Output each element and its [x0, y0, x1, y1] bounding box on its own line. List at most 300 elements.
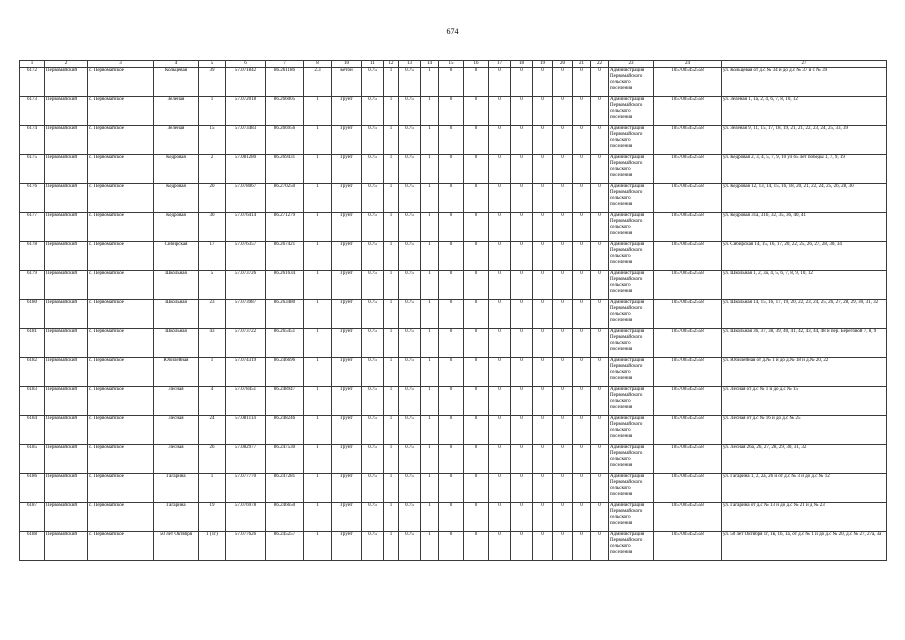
table-cell: 0 — [573, 474, 591, 503]
table-cell: Администрация Первомайского сельского поселения — [609, 387, 654, 416]
table-cell: Администрация Первомайского сельского поселения — [609, 68, 654, 97]
table-cell: 0 — [464, 503, 489, 532]
table-cell: 1 — [304, 242, 332, 271]
column-header: 16 — [464, 61, 489, 68]
table-cell: 57.076414 — [226, 213, 266, 242]
table-cell: 6178 — [20, 242, 45, 271]
table-cell: 0 — [533, 358, 553, 387]
table-cell: 0 — [489, 97, 511, 126]
table-cell: Грунт — [332, 532, 362, 561]
table-cell: 0 — [591, 503, 609, 532]
column-header: 21 — [573, 61, 591, 68]
table-cell: 0 — [533, 271, 553, 300]
table-cell: 6174 — [20, 126, 45, 155]
table-cell: Первомайский — [45, 445, 88, 474]
table-cell: 1 — [304, 300, 332, 329]
table-cell: 1057005452558 — [654, 271, 722, 300]
table-cell: 0 — [591, 97, 609, 126]
table-cell: 1 — [421, 445, 439, 474]
table-cell: 86.265451 — [266, 329, 304, 358]
table-cell: 0 — [439, 97, 464, 126]
table-cell: 43 — [199, 329, 226, 358]
table-cell: 0 — [511, 329, 533, 358]
table-cell: 0 — [439, 68, 464, 97]
table-cell: 0 — [591, 416, 609, 445]
table-cell: 0 — [439, 445, 464, 474]
column-header: 1 — [20, 61, 45, 68]
table-cell: 6173 — [20, 97, 45, 126]
table-cell: 57.073483 — [226, 126, 266, 155]
table-cell: 0 — [439, 329, 464, 358]
table-cell: ул. Школьная 1, 2, 3а, 4, 5, 6, 7, 8, 9, 10, 12 — [722, 271, 887, 300]
table-cell: 26 — [199, 445, 226, 474]
table-cell: 0 — [489, 155, 511, 184]
table-cell: 0 — [489, 213, 511, 242]
table-row — [20, 474, 887, 503]
table-cell: 6184 — [20, 416, 45, 445]
table-cell: ул. Зеленая 9, 11, 15, 17, 18, 19, 21, 21, 22, 23, 24, 25, 33, 39 — [722, 126, 887, 155]
table-cell: Первомайский — [45, 532, 88, 561]
table-row — [20, 503, 887, 532]
table-cell: 57.074319 — [226, 358, 266, 387]
table-cell: Администрация Первомайского сельского поселения — [609, 329, 654, 358]
table-cell: Первомайский — [45, 126, 88, 155]
table-cell: ул. Сибирская 14, 15, 16, 17, 20, 22, 25, 26, 27, 28, 30, 34 — [722, 242, 887, 271]
table-cell: Гагарина — [154, 503, 199, 532]
table-cell: 0.75 — [362, 532, 384, 561]
table-cell: с. Первомайское — [88, 387, 154, 416]
table-cell: 0 — [591, 155, 609, 184]
table-cell: 0 — [464, 126, 489, 155]
table-cell: 86.247530 — [266, 445, 304, 474]
column-header: 18 — [511, 61, 533, 68]
table-cell: 57.077626 — [226, 532, 266, 561]
table-cell: Кольцевая — [154, 68, 199, 97]
table-cell: 6187 — [20, 503, 45, 532]
table-cell: Лесная — [154, 416, 199, 445]
table-cell: 0 — [464, 242, 489, 271]
table-cell: 0 — [439, 387, 464, 416]
table-cell: с. Первомайское — [88, 184, 154, 213]
table-cell: 0.75 — [362, 213, 384, 242]
table-cell: ул. Школьная 36, 37, 38, 39, 40, 41, 42, 43, 44, 48 и пер. Береговой 7, 8, 9 — [722, 329, 887, 358]
table-cell: 0 — [489, 242, 511, 271]
table-cell: 6182 — [20, 358, 45, 387]
table-cell: 1057005452558 — [654, 474, 722, 503]
table-cell: Первомайский — [45, 242, 88, 271]
table-cell: 0 — [464, 184, 489, 213]
table-cell: Бетон — [332, 68, 362, 97]
table-cell: 57.078067 — [226, 184, 266, 213]
table-cell: 0 — [489, 416, 511, 445]
table-cell: Администрация Первомайского сельского поселения — [609, 445, 654, 474]
table-cell: 6176 — [20, 184, 45, 213]
table-cell: с. Первомайское — [88, 416, 154, 445]
table-cell: 57.072018 — [226, 97, 266, 126]
table-cell: 0 — [533, 213, 553, 242]
column-header: 2 — [45, 61, 88, 68]
table-cell: 57.073722 — [226, 329, 266, 358]
table-cell: с. Первомайское — [88, 68, 154, 97]
table-cell: ул. Лесная от д.с № 16 и до д.с № 25 — [722, 416, 887, 445]
table-cell: 1 — [304, 155, 332, 184]
table-cell: 1 (1г) — [199, 532, 226, 561]
table-cell: 6188 — [20, 532, 45, 561]
table-cell: 1 — [199, 358, 226, 387]
table-cell: 0 — [553, 68, 573, 97]
table-cell: 0 — [553, 242, 573, 271]
table-cell: 0 — [511, 445, 533, 474]
table-cell: 1 — [304, 445, 332, 474]
table-cell: 1 — [384, 271, 399, 300]
table-cell: 0 — [591, 68, 609, 97]
column-header: 17 — [489, 61, 511, 68]
table-cell: 0 — [573, 387, 591, 416]
table-cell: 0 — [553, 329, 573, 358]
table-cell: 0 — [573, 213, 591, 242]
table-cell: 1 — [421, 532, 439, 561]
table-cell: 0.75 — [362, 155, 384, 184]
column-header: 4 — [154, 61, 199, 68]
table-cell: 0 — [439, 300, 464, 329]
table-cell: Первомайский — [45, 97, 88, 126]
table-cell: 1057005452558 — [654, 184, 722, 213]
road-register-table — [19, 60, 887, 561]
table-cell: Первомайский — [45, 155, 88, 184]
table-cell: 86.267421 — [266, 242, 304, 271]
table-cell: ул. Кедровая 12, 13, 14, 15, 16, 18, 20, 21, 22, 24, 25, 26, 28, 30 — [722, 184, 887, 213]
table-cell: 0 — [573, 97, 591, 126]
table-cell: 0.75 — [362, 271, 384, 300]
table-row — [20, 329, 887, 358]
table-cell: 0.75 — [399, 242, 421, 271]
table-cell: ул. Кедровая 2, 3, 4, 5, 7, 9, 10 ул 65 лет победы 1, 7, 9, 19 — [722, 155, 887, 184]
table-cell: 0 — [511, 416, 533, 445]
table-cell: 0.75 — [362, 329, 384, 358]
table-cell: 0 — [511, 387, 533, 416]
table-cell: 0 — [591, 300, 609, 329]
table-row — [20, 184, 887, 213]
table-cell: 1057005452558 — [654, 358, 722, 387]
table-cell: 86.270250 — [266, 184, 304, 213]
table-cell: Кедровая — [154, 155, 199, 184]
table-cell: 0 — [573, 184, 591, 213]
table-cell: ул. Лесная от д.с № 1 и до д.с № 15 — [722, 387, 887, 416]
table-cell: 1 — [421, 242, 439, 271]
table-cell: 0 — [573, 532, 591, 561]
table-cell: 1057005452558 — [654, 503, 722, 532]
table-cell: 0 — [591, 358, 609, 387]
table-cell: ул. Школьная 14, 15, 16, 17, 19, 20, 22, 23, 24, 25, 26, 27, 28, 29, 30, 31, 32 — [722, 300, 887, 329]
column-header: 5 — [199, 61, 226, 68]
table-cell: 1 — [304, 358, 332, 387]
table-cell: 86.261186 — [266, 68, 304, 97]
table-cell: 1 — [421, 213, 439, 242]
table-cell: 86.271279 — [266, 213, 304, 242]
table-cell: 1057005452558 — [654, 445, 722, 474]
table-cell: 1 — [421, 155, 439, 184]
table-cell: 1 — [421, 387, 439, 416]
table-cell: 0 — [553, 213, 573, 242]
table-cell: 1 — [384, 300, 399, 329]
table-cell: 0 — [573, 242, 591, 271]
table-cell: с. Первомайское — [88, 329, 154, 358]
table-cell: 1 — [421, 503, 439, 532]
column-header: 23 — [609, 61, 654, 68]
table-cell: 0 — [511, 532, 533, 561]
table-cell: 6181 — [20, 329, 45, 358]
table-cell: 0 — [511, 474, 533, 503]
table-cell: Первомайский — [45, 416, 88, 445]
column-header: 24 — [654, 61, 722, 68]
table-cell: 0 — [489, 271, 511, 300]
column-header: 10 — [332, 61, 362, 68]
table-row — [20, 213, 887, 242]
table-cell: Грунт — [332, 329, 362, 358]
table-cell: 0 — [553, 474, 573, 503]
table-cell: 1 — [304, 271, 332, 300]
table-cell: Школьная — [154, 300, 199, 329]
table-cell: 0.75 — [362, 97, 384, 126]
table-cell: 0 — [573, 358, 591, 387]
table-cell: 0.75 — [399, 184, 421, 213]
table-cell: 1 — [384, 358, 399, 387]
table-cell: Первомайский — [45, 474, 88, 503]
table-cell: 0 — [464, 358, 489, 387]
table-cell: 6186 — [20, 474, 45, 503]
table-cell: Школьная — [154, 271, 199, 300]
table-cell: 20 — [199, 184, 226, 213]
table-cell: 0 — [553, 532, 573, 561]
table-cell: 1 — [421, 300, 439, 329]
table-cell: 1 — [304, 329, 332, 358]
table-cell: 1 — [421, 474, 439, 503]
table-cell: 57.078451 — [226, 387, 266, 416]
table-cell: 0.75 — [362, 474, 384, 503]
table-cell: 1057005452558 — [654, 97, 722, 126]
table-cell: Первомайский — [45, 329, 88, 358]
table-cell: 0 — [489, 445, 511, 474]
table-cell: 1 — [384, 68, 399, 97]
table-cell: Лесная — [154, 387, 199, 416]
table-cell: 0 — [591, 213, 609, 242]
table-cell: 0 — [464, 329, 489, 358]
table-cell: 0 — [573, 126, 591, 155]
table-cell: 1 — [384, 532, 399, 561]
table-cell: Грунт — [332, 474, 362, 503]
table-cell: 0.75 — [399, 387, 421, 416]
table-cell: с. Первомайское — [88, 445, 154, 474]
table-cell: 0 — [533, 300, 553, 329]
table-cell: 0 — [553, 184, 573, 213]
table-cell: 0 — [573, 271, 591, 300]
table-cell: 86.263480 — [266, 300, 304, 329]
table-cell: ул. Лесная 26а, 26, 27, 28, 29, 30, 31, 32 — [722, 445, 887, 474]
table-cell: 1057005452558 — [654, 155, 722, 184]
table-cell: с. Первомайское — [88, 503, 154, 532]
column-header: 3 — [88, 61, 154, 68]
table-cell: 0 — [553, 503, 573, 532]
table-cell: ул. Зеленая 1, 1а, 2, 4, 6, 7, 8, 10, 12 — [722, 97, 887, 126]
table-cell: 39 — [199, 68, 226, 97]
column-header: 11 — [362, 61, 384, 68]
table-cell: 0 — [533, 416, 553, 445]
table-cell: 0.75 — [399, 271, 421, 300]
table-cell: 1 — [384, 387, 399, 416]
table-cell: 0 — [511, 300, 533, 329]
table-cell: 0 — [591, 271, 609, 300]
table-cell: 0.75 — [399, 126, 421, 155]
table-cell: 57.076357 — [226, 242, 266, 271]
table-cell: 0.75 — [399, 329, 421, 358]
table-cell: 0 — [533, 503, 553, 532]
table-cell: 0 — [533, 474, 553, 503]
header-row — [20, 61, 887, 68]
table-cell: 0 — [464, 155, 489, 184]
table-cell: Зеленая — [154, 97, 199, 126]
table-cell: 0 — [591, 329, 609, 358]
table-cell: 86.246650 — [266, 503, 304, 532]
table-cell: Грунт — [332, 242, 362, 271]
table-cell: 86.245257 — [266, 532, 304, 561]
table-cell: 24 — [199, 416, 226, 445]
table-cell: Грунт — [332, 358, 362, 387]
table-cell: Администрация Первомайского сельского поселения — [609, 474, 654, 503]
table-cell: 0 — [511, 358, 533, 387]
table-cell: 1 — [384, 445, 399, 474]
table-cell: 0.75 — [362, 242, 384, 271]
column-header: 13 — [399, 61, 421, 68]
table-cell: 0.75 — [362, 445, 384, 474]
table-cell: 0 — [464, 68, 489, 97]
table-cell: 1 — [384, 503, 399, 532]
table-cell: 6172 — [20, 68, 45, 97]
table-cell: ул. Юбилейная от д.№ 1 и до д.№ 18 и д.№ 20, 22 — [722, 358, 887, 387]
table-cell: 0 — [489, 532, 511, 561]
table-cell: 0.75 — [362, 126, 384, 155]
table-cell: 0 — [439, 242, 464, 271]
table-cell: 0 — [464, 445, 489, 474]
table-cell: 0 — [533, 97, 553, 126]
table-cell: 0 — [533, 329, 553, 358]
table-cell: 0 — [511, 184, 533, 213]
table-cell: Школьная — [154, 329, 199, 358]
table-cell: 0 — [573, 68, 591, 97]
table-cell: 0 — [439, 184, 464, 213]
table-cell: Грунт — [332, 503, 362, 532]
table-cell: 0 — [464, 387, 489, 416]
table-cell: ул. Кольцевая от д.с № 34 и до д.с № 37 и с № 39 — [722, 68, 887, 97]
table-cell: Грунт — [332, 155, 362, 184]
table-cell: Первомайский — [45, 213, 88, 242]
table-cell: 0 — [553, 445, 573, 474]
table-cell: с. Первомайское — [88, 300, 154, 329]
table-cell: 0.75 — [399, 358, 421, 387]
table-cell: 0 — [591, 532, 609, 561]
table-cell: 0 — [489, 68, 511, 97]
table-cell: Первомайский — [45, 387, 88, 416]
table-cell: 0 — [439, 532, 464, 561]
table-cell: 23 — [199, 300, 226, 329]
table-cell: 0 — [573, 416, 591, 445]
table-cell: 0 — [464, 271, 489, 300]
table-cell: 1 — [199, 97, 226, 126]
table-cell: Администрация Первомайского сельского поселения — [609, 242, 654, 271]
table-cell: 6180 — [20, 300, 45, 329]
table-cell: 0 — [553, 387, 573, 416]
table-cell: Первомайский — [45, 358, 88, 387]
table-cell: 0.75 — [362, 68, 384, 97]
table-cell: Администрация Первомайского сельского поселения — [609, 155, 654, 184]
table-cell: 0 — [533, 126, 553, 155]
table-cell: Первомайский — [45, 184, 88, 213]
table-cell: 0 — [439, 474, 464, 503]
table-cell: 86.247281 — [266, 474, 304, 503]
table-cell: с. Первомайское — [88, 271, 154, 300]
table-cell: 1 — [304, 416, 332, 445]
table-cell: Кедровая — [154, 213, 199, 242]
table-cell: 0.75 — [399, 474, 421, 503]
table-cell: Администрация Первомайского сельского поселения — [609, 532, 654, 561]
table-cell: 0 — [591, 445, 609, 474]
table-cell: 57.077770 — [226, 474, 266, 503]
table-cell: 0.75 — [362, 387, 384, 416]
table-row — [20, 445, 887, 474]
table-cell: 1 — [304, 184, 332, 213]
table-cell: 0 — [464, 416, 489, 445]
column-header: 15 — [439, 61, 464, 68]
table-cell: с. Первомайское — [88, 474, 154, 503]
table-cell: 57.082977 — [226, 445, 266, 474]
table-cell: 0 — [553, 300, 573, 329]
column-header: 19 — [533, 61, 553, 68]
table-cell: 1 — [384, 213, 399, 242]
table-row — [20, 387, 887, 416]
table-cell: с. Первомайское — [88, 126, 154, 155]
table-cell: Кедровая — [154, 184, 199, 213]
table-cell: ул. Кедровая 31а, 31б, 32, 35, 36, 40, 41 — [722, 213, 887, 242]
table-cell: 0 — [439, 503, 464, 532]
table-cell: 0 — [439, 155, 464, 184]
table-cell: Грунт — [332, 126, 362, 155]
table-cell: 0 — [439, 126, 464, 155]
table-cell: Администрация Первомайского сельского поселения — [609, 184, 654, 213]
table-cell: 0 — [553, 126, 573, 155]
table-cell: с. Первомайское — [88, 213, 154, 242]
table-cell: 2.3 — [304, 68, 332, 97]
table-cell: Грунт — [332, 184, 362, 213]
table-row — [20, 126, 887, 155]
table-cell: 0 — [439, 271, 464, 300]
table-cell: Грунт — [332, 97, 362, 126]
table-cell: 57.081114 — [226, 416, 266, 445]
table-cell: Грунт — [332, 387, 362, 416]
table-cell: ул. 50 лет Октября 1г, 1в, 1б, 1а, от д.с № 1 и до д.с № 20, д.с № 27, 27а, 3а — [722, 532, 887, 561]
table-cell: 5 — [199, 271, 226, 300]
table-cell: 0 — [533, 155, 553, 184]
table-cell: 1057005452558 — [654, 213, 722, 242]
table-cell: 0.75 — [399, 445, 421, 474]
table-cell: 0.75 — [399, 503, 421, 532]
table-cell: 1 — [304, 126, 332, 155]
table-row — [20, 242, 887, 271]
table-cell: 0 — [511, 503, 533, 532]
table-cell: Грунт — [332, 300, 362, 329]
table-cell: Первомайский — [45, 271, 88, 300]
table-cell: с. Первомайское — [88, 155, 154, 184]
table-cell: 57.081280 — [226, 155, 266, 184]
table-cell: 0 — [511, 126, 533, 155]
